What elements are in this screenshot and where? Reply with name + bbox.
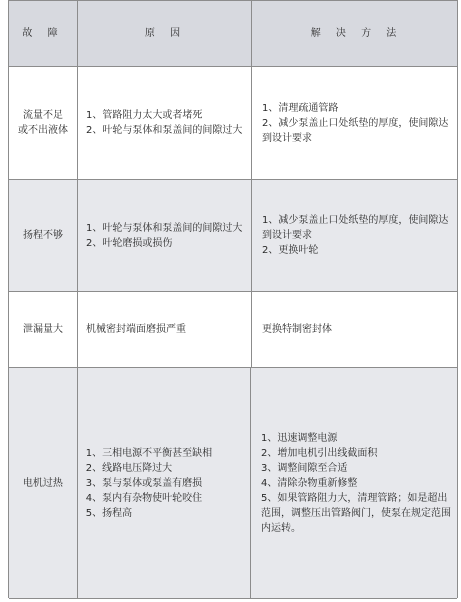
cause-item: 机械密封端面磨损严重 — [86, 324, 186, 335]
solution-item: 内运转。 — [261, 522, 301, 534]
cause-item: 1、管路阻力太大或者堵死 — [86, 110, 203, 121]
fault-cell — [9, 292, 78, 367]
cause-item: 3、泵与泵体或泵盖有磨损 — [85, 477, 203, 489]
fault-text: 流量不足 — [23, 110, 63, 121]
solution-item: 4、清除杂物重新修整 — [261, 477, 358, 489]
fault-text: 电机过热 — [22, 477, 63, 489]
solution-item: 到设计要求 — [262, 230, 312, 241]
cause-item: 2、线路电压降过大 — [85, 462, 173, 474]
header-solution: 解 决 方 法 — [310, 28, 403, 39]
solution-item: 2、减少泵盖止口处纸垫的厚度，使间隙达 — [262, 117, 449, 129]
solution-item: 到设计要求 — [262, 132, 312, 144]
solution-item: 范围，调整压出管路阀门，使泵在规定范围 — [261, 507, 451, 519]
header-fault: 故 障 — [9, 1, 78, 66]
solution-item: 3、调整间隙至合适 — [261, 462, 348, 474]
table-row — [9, 292, 457, 368]
solution-cell — [252, 292, 457, 367]
cause-item: 5、扬程高 — [85, 507, 133, 519]
fault-cell — [9, 180, 78, 291]
header-cause: 原 因 — [78, 1, 252, 66]
fault-cell — [9, 368, 78, 598]
cause-item: 2、叶轮磨损或损伤 — [86, 237, 173, 249]
troubleshooting-table — [8, 0, 458, 598]
solution-item: 2、增加电机引出线截面积 — [261, 447, 378, 459]
table-header-row — [9, 1, 457, 67]
cause-cell — [78, 368, 251, 598]
solution-item: 1、清理疏通管路 — [262, 102, 339, 114]
cause-cell — [78, 292, 252, 367]
fault-text: 或不出液体 — [18, 125, 68, 136]
cause-cell — [78, 67, 252, 179]
solution-item: 1、迅速调整电源 — [261, 432, 338, 444]
fault-text: 泄漏量大 — [23, 324, 63, 335]
cause-item: 4、泵内有杂物使叶轮咬住 — [85, 492, 203, 504]
table-row — [9, 180, 457, 292]
solution-item: 2、更换叶轮 — [262, 245, 319, 256]
solution-item: 5、如果管路阻力大，清理管路；如是超出 — [261, 492, 448, 504]
cause-item: 1、叶轮与泵体和泵盖间的间隙过大 — [86, 222, 243, 234]
solution-cell — [252, 180, 457, 291]
cause-item: 2、叶轮与泵体和泵盖间的间隙过大 — [86, 125, 243, 136]
cause-cell — [78, 180, 252, 291]
cause-item: 1、三相电源不平衡甚至缺相 — [85, 447, 213, 459]
solution-cell — [251, 368, 457, 598]
fault-text: 扬程不够 — [23, 230, 63, 241]
solution-cell — [252, 67, 457, 179]
solution-item: 1、减少泵盖止口处纸垫的厚度，使间隙达 — [262, 215, 449, 226]
table-row — [9, 368, 457, 599]
solution-item: 更换特制密封体 — [262, 324, 332, 335]
table-row — [9, 67, 457, 180]
fault-cell — [9, 67, 78, 179]
